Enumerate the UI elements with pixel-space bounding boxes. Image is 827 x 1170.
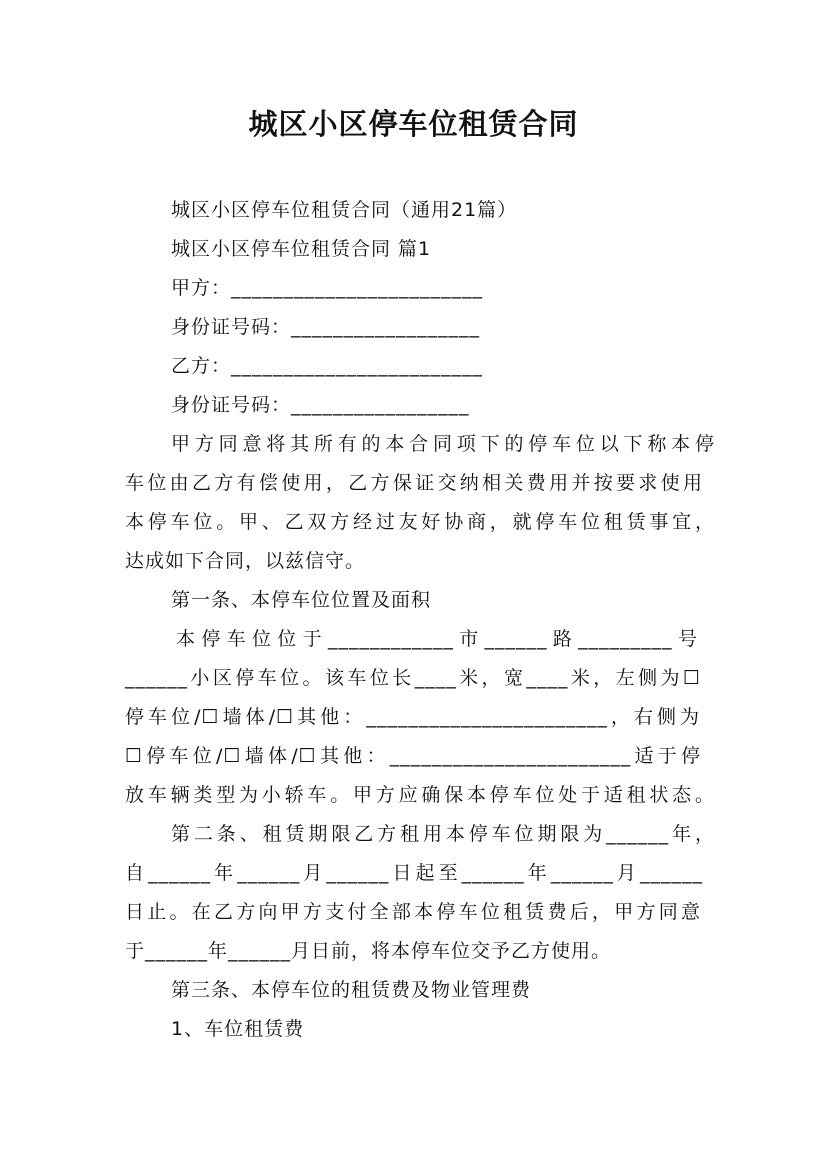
paragraph-line: 本停车位位于____________市______路_________号 bbox=[176, 628, 698, 650]
paragraph-line: 放车辆类型为小轿车。甲方应确保本停车位处于适租状态。 bbox=[125, 784, 715, 806]
paragraph-line: ☐停车位/☐墙体/☐其他：_______________________适于停 bbox=[125, 745, 701, 767]
paragraph-line: 于______年______月日前，将本停车位交予乙方使用。 bbox=[125, 940, 612, 962]
paragraph-line: 甲方同意将其所有的本合同项下的停车位以下称本停 bbox=[171, 433, 715, 455]
paragraph-line: 本停车位。甲、乙双方经过友好协商，就停车位租赁事宜， bbox=[125, 511, 715, 533]
paragraph-line: 自______年______月______日起至______年______月______ bbox=[125, 862, 703, 884]
party-a-field: 甲方：________________________ bbox=[171, 277, 484, 299]
paragraph-line: 第二条、租赁期限乙方租用本停车位期限为______年， bbox=[171, 823, 715, 845]
subsection-heading: 1、车位租赁费 bbox=[171, 1018, 305, 1040]
paragraph-line: 车位由乙方有偿使用，乙方保证交纳相关费用并按要求使用 bbox=[125, 472, 703, 494]
paragraph-line: ______小区停车位。该车位长____米，宽____米，左侧为☐ bbox=[125, 667, 701, 689]
party-a-id-field: 身份证号码：__________________ bbox=[171, 316, 481, 338]
section-heading: 城区小区停车位租赁合同 篇1 bbox=[171, 238, 432, 260]
document-title: 城区小区停车位租赁合同 bbox=[248, 107, 579, 141]
paragraph-line: 达成如下合同，以兹信守。 bbox=[125, 550, 366, 572]
article-heading: 第三条、本停车位的租赁费及物业管理费 bbox=[171, 979, 532, 1001]
party-b-field: 乙方：________________________ bbox=[171, 355, 484, 377]
party-b-id-field: 身份证号码：_________________ bbox=[171, 394, 470, 416]
article-heading: 第一条、本停车位位置及面积 bbox=[171, 589, 432, 611]
document-subtitle: 城区小区停车位租赁合同（通用21篇） bbox=[171, 199, 518, 221]
paragraph-line: 停车位/☐墙体/☐其他：_______________________，右侧为 bbox=[125, 706, 700, 728]
paragraph-line: 日止。在乙方向甲方支付全部本停车位租赁费后，甲方同意 bbox=[125, 901, 701, 923]
